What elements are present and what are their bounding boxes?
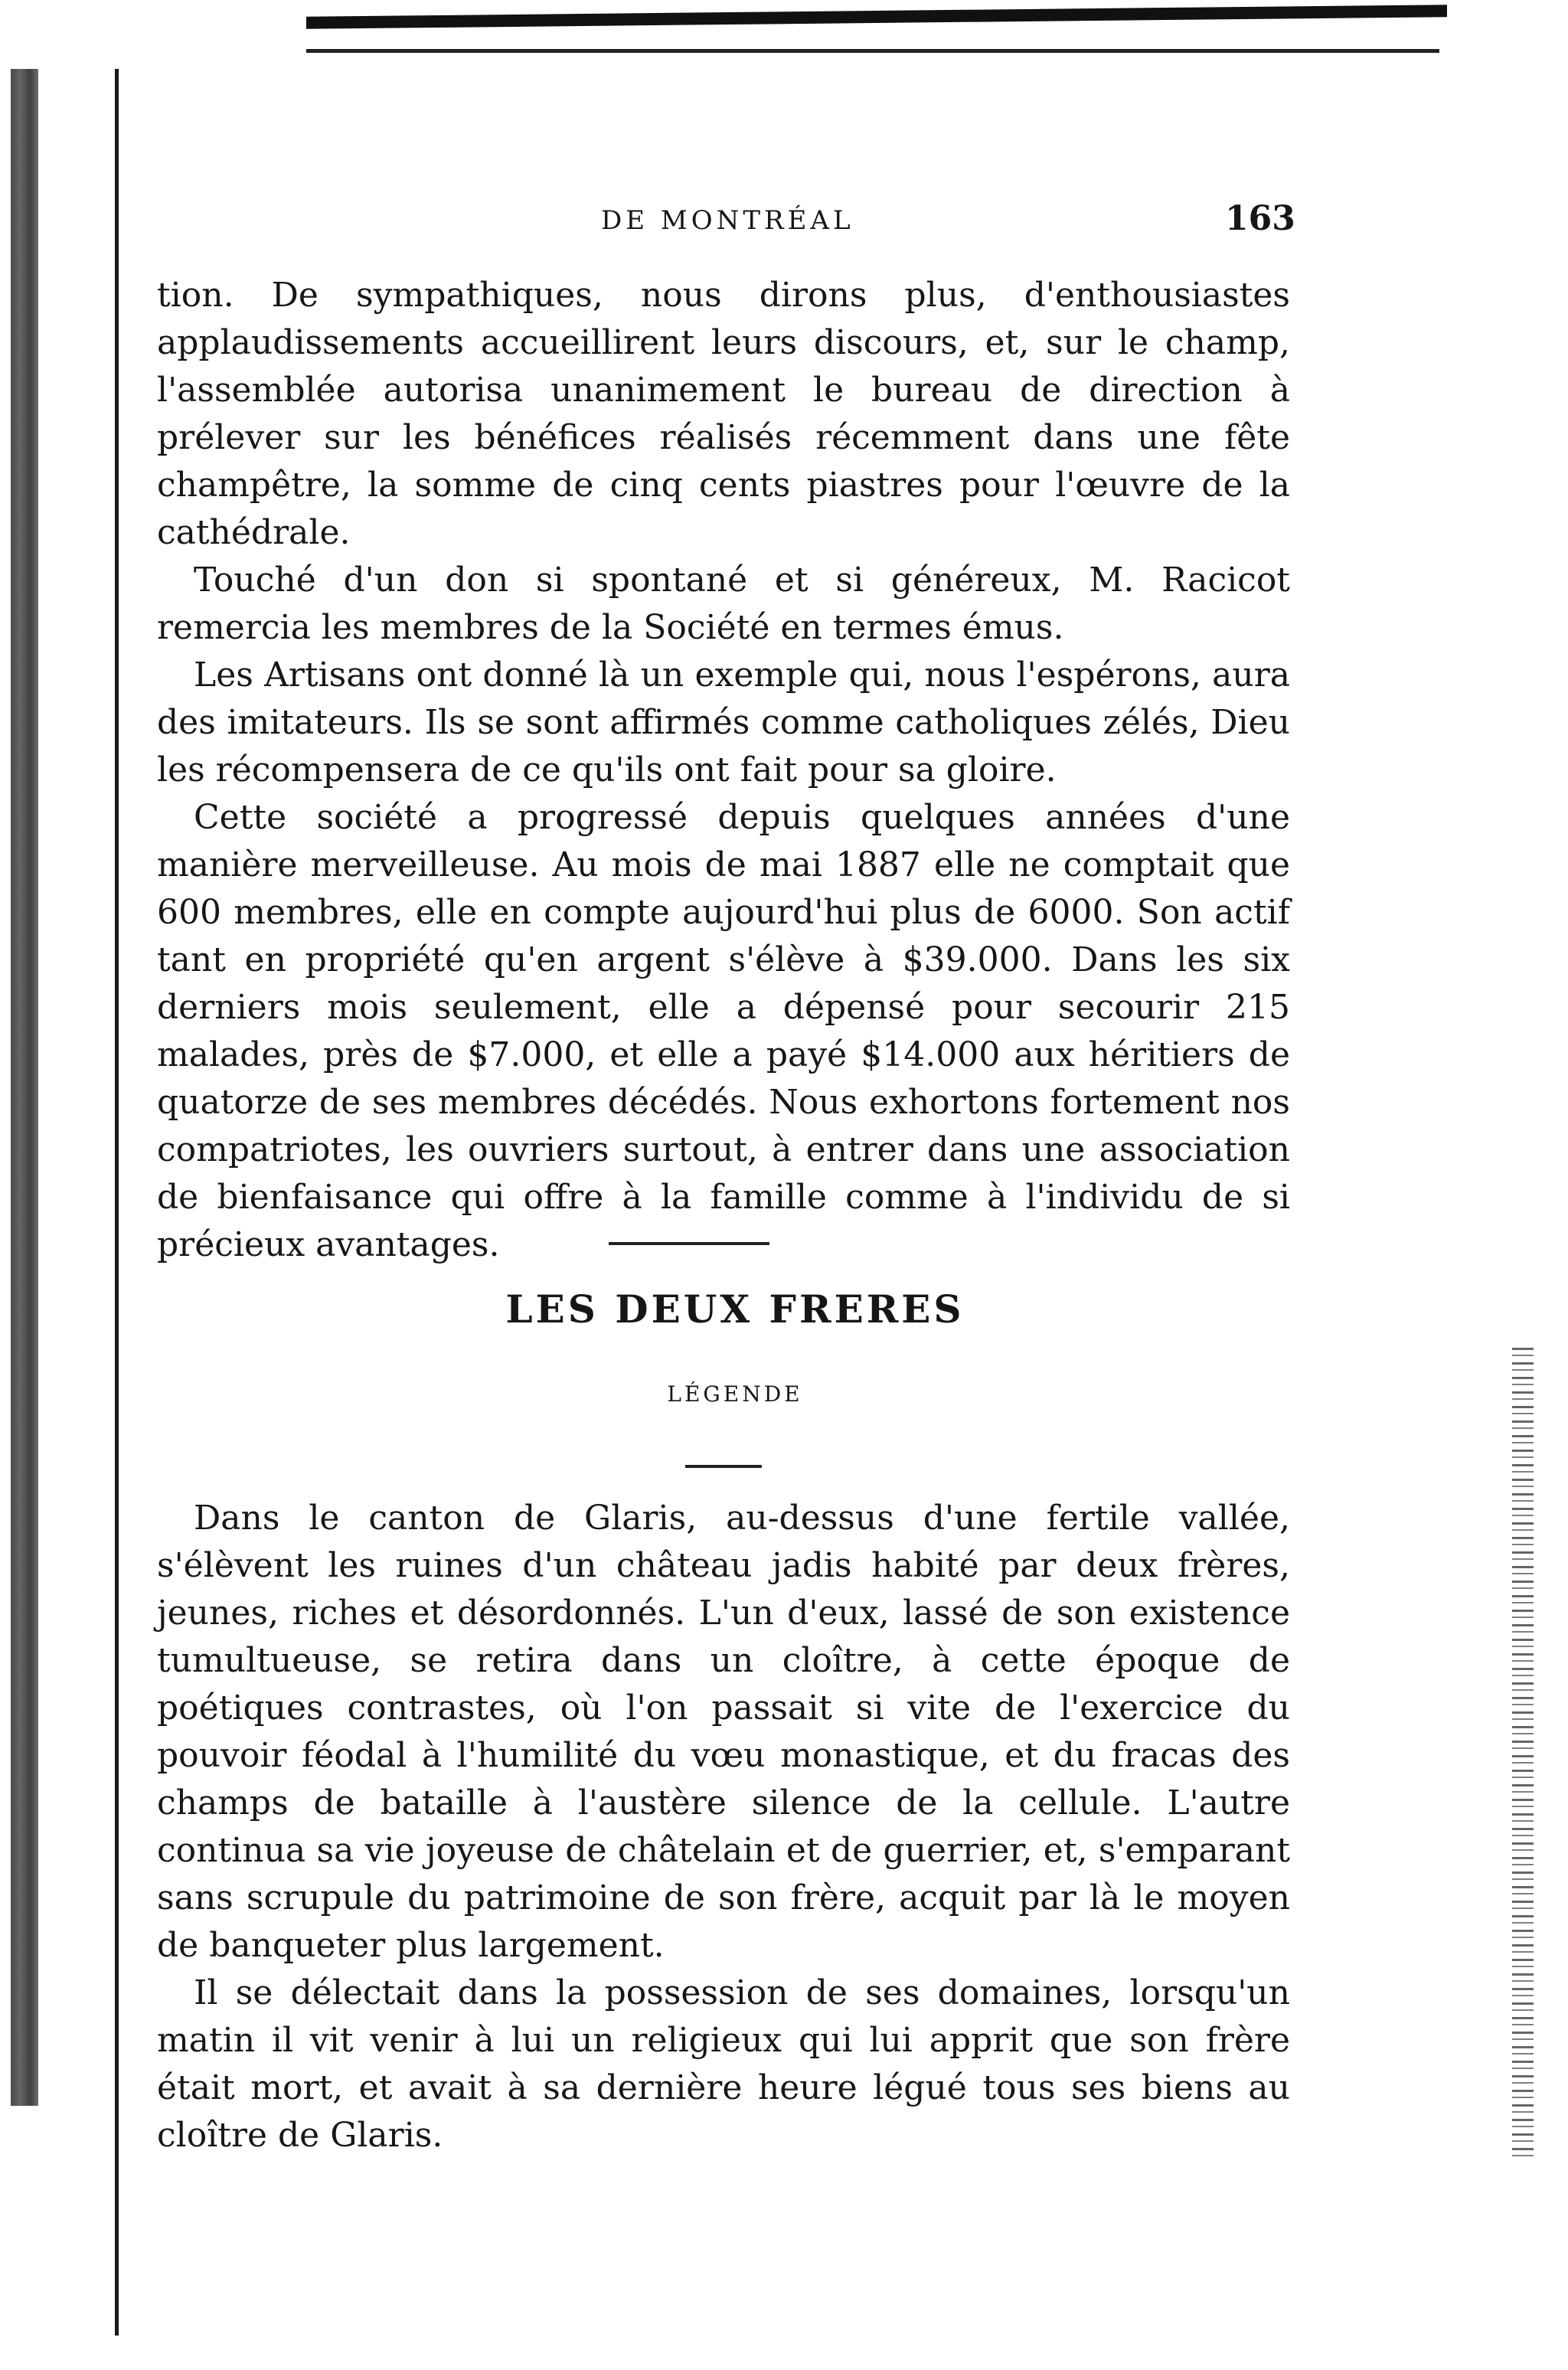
section-subtitle: LÉGENDE xyxy=(667,1381,803,1407)
page-number: 163 xyxy=(1225,199,1295,238)
body-text-article xyxy=(157,272,1290,1269)
running-head: DE MONTRÉAL xyxy=(601,205,854,236)
scan-edge-noise xyxy=(1512,1348,1534,2159)
paragraph: Les Artisans ont donné là un exemple qui, nous l'espérons, aura des imitateurs. Ils se sont affirmés comme catholiques zélés, Dieu les récompensera de ce qu'ils ont fait pour sa gloire. xyxy=(157,655,1290,789)
paragraph: tion. De sympathiques, nous dirons plus, d'enthousiastes applaudissements accueillirent leurs discours, et, sur le champ, l'assemblée autorisa unanimement le bureau de direction à prélever sur les bénéfices réalisés récemment dans une fête champêtre, la somme de cinq cents piastres pour l'œuvre de la cathédrale. xyxy=(157,276,1290,552)
paragraph: Il se délectait dans la possession de ses domaines, lorsqu'un matin il vit venir à lui un religieux qui lui apprit que son frère était mort, et avait à sa dernière heure légué tous ses biens au cloître de Glaris. xyxy=(157,1973,1290,2155)
paragraph: Cette société a progressé depuis quelques années d'une manière merveilleuse. Au mois de mai 1887 elle ne comptait que 600 membres, elle en compte aujourd'hui plus de 6000. Son actif tant en propriété qu'en argent s'élève à $39.000. Dans les six derniers mois seulement, elle a dépensé pour secourir 215 malades, près de $7.000, et elle a payé $14.000 aux héritiers de quatorze de ses membres décédés. Nous exhortons fortement nos compatriotes, les ouvriers surtout, à entrer dans une association de bienfaisance qui offre à la famille comme à l'individu de si précieux avantages. xyxy=(157,798,1290,1264)
binding-edge xyxy=(11,69,38,2106)
top-rule xyxy=(306,49,1439,53)
section-title: LES DEUX FRERES xyxy=(505,1286,965,1332)
page-top-edge xyxy=(306,5,1447,29)
page-header xyxy=(153,199,1302,251)
section-separator xyxy=(609,1242,769,1245)
paragraph: Dans le canton de Glaris, au-dessus d'une fertile vallée, s'élèvent les ruines d'un château jadis habité par deux frères, jeunes, riches et désordonnés. L'un d'eux, lassé de son existence tumultueuse, se retira dans un cloître, à cette époque de poétiques contrastes, où l'on passait si vite de l'exercice du pouvoir féodal à l'humilité du vœu monastique, et du fracas des champs de bataille à l'austère silence de la cellule. L'autre continua sa vie joyeuse de châtelain et de guerrier, et, s'emparant sans scrupule du patrimoine de son frère, acquit par là le moyen de banqueter plus largement. xyxy=(157,1499,1290,1965)
gutter-line xyxy=(115,69,119,2336)
paragraph: Touché d'un don si spontané et si généreux, M. Racicot remercia les membres de la Société en termes émus. xyxy=(157,561,1290,647)
subtitle-separator xyxy=(685,1465,762,1468)
body-text-legend xyxy=(157,1495,1290,2159)
